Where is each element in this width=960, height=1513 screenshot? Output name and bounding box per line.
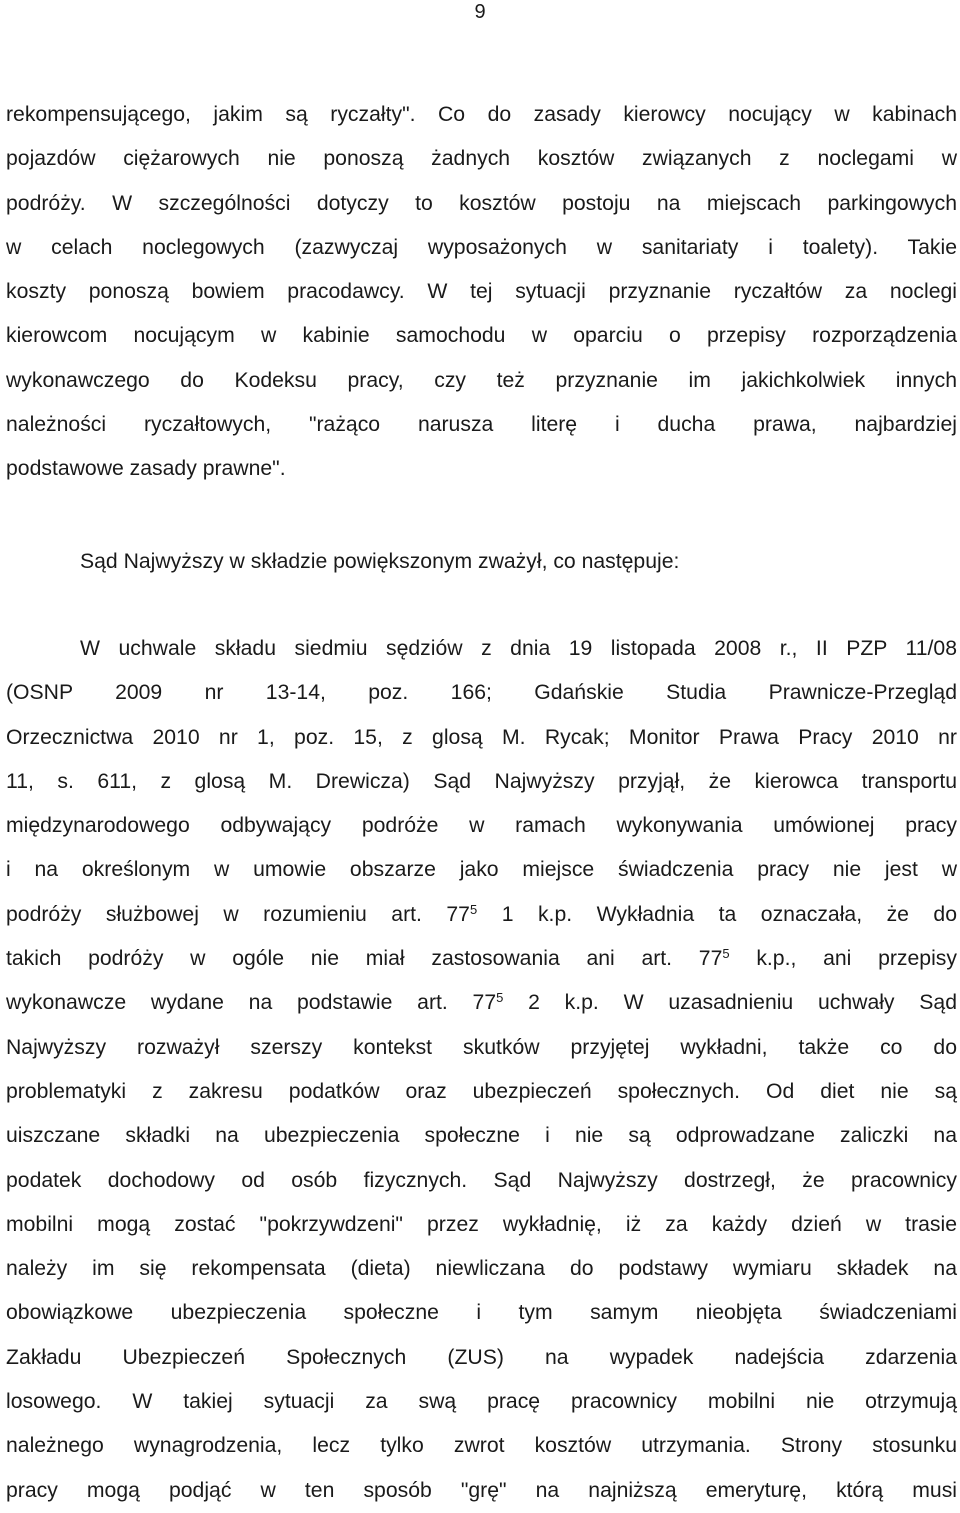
- paragraph-heading-sad-najwyzszy: [80, 540, 957, 584]
- text-fragment: takich podróży w ogóle nie miał zastosowania ani art. 77: [6, 947, 723, 971]
- text-line: losowego. W takiej sytuacji za swą pracę pracownicy mobilni nie otrzymują: [6, 1390, 957, 1414]
- text-line: koszty ponoszą bowiem pracodawcy. W tej sytuacji przyznanie ryczałtów za noclegi: [6, 280, 957, 304]
- text-line: podatek dochodowy od osób fizycznych. Sąd Najwyższy dostrzegł, że pracownicy: [6, 1168, 957, 1192]
- text-line: należy im się rekompensata (dieta) niewliczana do podstawy wymiaru składek na: [6, 1257, 957, 1281]
- paragraph-rekompensata: [6, 93, 957, 492]
- text-fragment: podróży służbowej w rozumieniu art. 77: [6, 902, 470, 926]
- text-line: i na określonym w umowie obszarze jako miejsce świadczenia pracy nie jest w: [6, 858, 957, 882]
- text-line: obowiązkowe ubezpieczenia społeczne i tym samym nieobjęta świadczeniami: [6, 1301, 957, 1325]
- text-line: 11, s. 611, z glosą M. Drewicza) Sąd Najwyższy przyjął, że kierowca transportu: [6, 769, 957, 793]
- text-fragment: wykonawcze wydane na podstawie art. 77: [6, 991, 497, 1015]
- text-line: podstawowe zasady prawne".: [6, 457, 286, 481]
- text-line: Orzecznictwa 2010 nr 1, poz. 15, z glosą M. Rycak; Monitor Prawa Pracy 2010 nr: [6, 725, 957, 749]
- text-line: (OSNP 2009 nr 13-14, poz. 166; Gdańskie Studia Prawnicze-Przegląd: [6, 681, 957, 705]
- text-line: należności ryczałtowych, "rażąco narusza literę i ducha prawa, najbardziej: [6, 413, 957, 437]
- paragraph-uchwala: [6, 627, 957, 1513]
- text-fragment: 2 k.p. W uzasadnieniu uchwały Sąd: [503, 991, 957, 1015]
- text-line: Najwyższy rozważył szerszy kontekst skutków przyjętej wykładni, także co do: [6, 1035, 957, 1059]
- text-line: międzynarodowego odbywający podróże w ramach wykonywania umówionej pracy: [6, 814, 957, 838]
- text-fragment: 1 k.p. Wykładnia ta oznaczała, że do: [477, 902, 957, 926]
- text-line: pracy mogą podjąć w ten sposób "grę" na najniższą emeryturę, którą musi: [6, 1478, 957, 1502]
- text-line: Zakładu Ubezpieczeń Społecznych (ZUS) na wypadek nadejścia zdarzenia: [6, 1345, 957, 1369]
- text-line: Sąd Najwyższy w składzie powiększonym zważył, co następuje:: [80, 550, 680, 573]
- text-fragment: k.p., ani przepisy: [729, 947, 957, 971]
- text-line: [6, 981, 957, 1025]
- text-line: podróży. W szczególności dotyczy to kosztów postoju na miejscach parkingowych: [6, 191, 957, 215]
- text-line: [6, 937, 957, 981]
- article-superscript: 5: [722, 946, 730, 962]
- text-line: rekompensującego, jakim są ryczałty". Co do zasady kierowcy nocujący w kabinach: [6, 103, 957, 126]
- text-line: kierowcom nocującym w kabinie samochodu w oparciu o przepisy rozporządzenia: [6, 324, 957, 348]
- text-line: pojazdów ciężarowych nie ponoszą żadnych kosztów związanych z noclegami w: [6, 147, 957, 171]
- text-line: uiszczane składki na ubezpieczenia społeczne i nie są odprowadzane zaliczki na: [6, 1124, 957, 1148]
- text-line: W uchwale składu siedmiu sędziów z dnia 19 listopada 2008 r., II PZP 11/08: [80, 637, 957, 660]
- text-line: problematyki z zakresu podatków oraz ubezpieczeń społecznych. Od diet nie są: [6, 1079, 957, 1103]
- text-line: w celach noclegowych (zazwyczaj wyposażonych w sanitariaty i toalety). Takie: [6, 235, 957, 259]
- article-superscript: 5: [496, 990, 504, 1006]
- text-line: należnego wynagrodzenia, lecz tylko zwrot kosztów utrzymania. Strony stosunku: [6, 1434, 957, 1458]
- article-superscript: 5: [469, 901, 478, 917]
- text-line: wykonawczego do Kodeksu pracy, czy też przyznanie im jakichkolwiek innych: [6, 368, 957, 392]
- text-line: mobilni mogą zostać "pokrzywdzeni" przez wykładnię, iż za każdy dzień w trasie: [6, 1212, 957, 1236]
- text-line: [6, 893, 957, 937]
- page-number: 9: [474, 1, 486, 23]
